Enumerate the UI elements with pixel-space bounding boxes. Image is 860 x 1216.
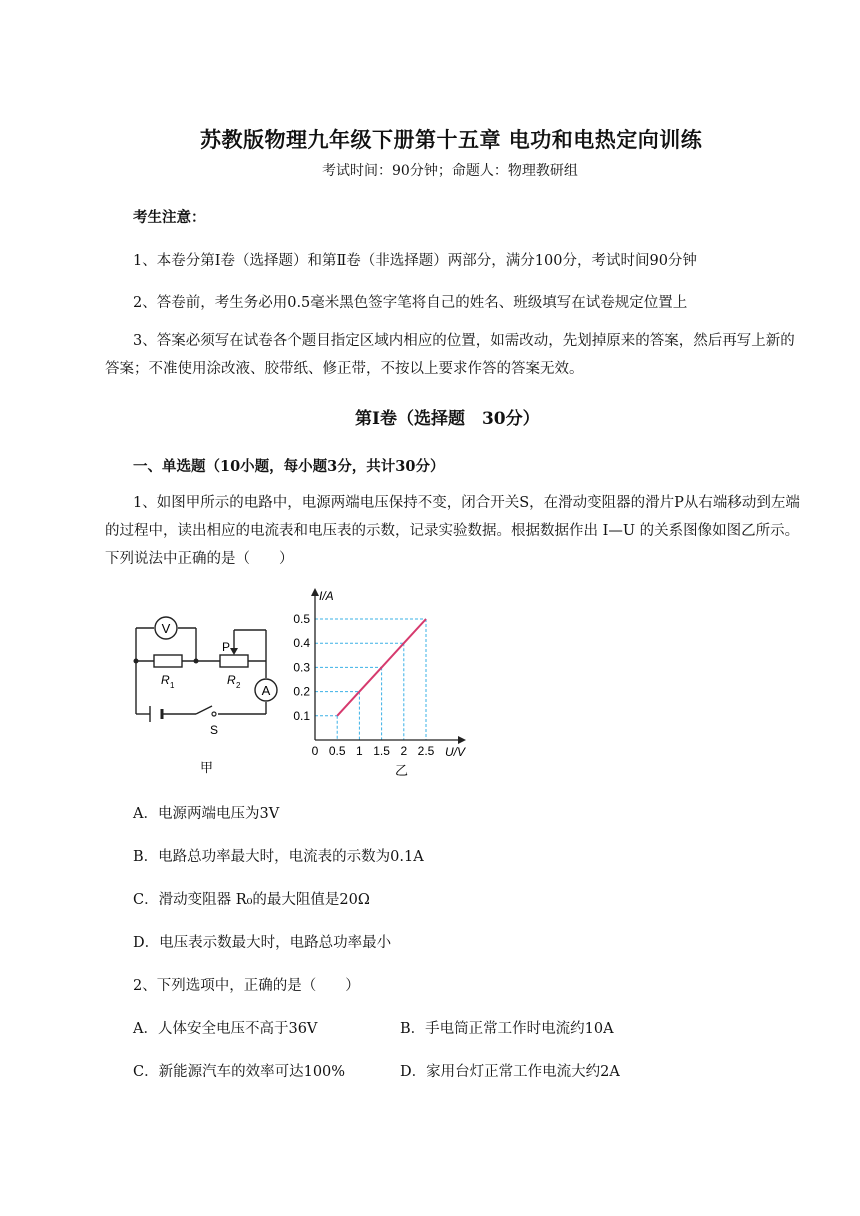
y-axis-arrow <box>311 588 319 596</box>
r2-label: R <box>227 673 236 687</box>
iu-graph <box>283 586 483 780</box>
x-tick-label: 0.5 <box>328 744 346 758</box>
resistor-r2 <box>220 655 248 667</box>
q2-option-a: A．人体安全电压不高于36V <box>133 1021 318 1037</box>
y-tick-label: 0.4 <box>293 636 310 651</box>
r1-label: R <box>161 673 170 687</box>
x-tick-label: 1 <box>356 744 363 758</box>
notice-heading: 考生注意： <box>133 209 206 226</box>
x-tick-label: 1.5 <box>373 744 390 758</box>
page-title: 苏教版物理九年级下册第十五章 电功和电热定向训练 <box>200 127 703 152</box>
x-tick-label: 2.5 <box>417 744 435 758</box>
x-axis-arrow <box>458 736 466 744</box>
q1-option-a: A．电源两端电压为3V <box>133 806 280 822</box>
circuit-diagram <box>128 608 288 778</box>
question-1-stem: 1、如图甲所示的电路中，电源两端电压保持不变，闭合开关S，在滑动变阻器的滑片P从右端移动到左端的过程中，读出相应的电流表和电压表的示数，记录实验数据。根据数据作出 I—U 的关系图像如图乙所示。下列说法中正确的是（ ） <box>105 495 800 567</box>
y-axis-label: I/A <box>319 589 334 603</box>
q1-option-d: D．电压表示数最大时，电路总功率最小 <box>133 935 392 951</box>
exam-info: 考试时间：90分钟；命题人：物理教研组 <box>322 163 578 179</box>
question-2-stem: 2、下列选项中，正确的是（ ） <box>133 978 360 994</box>
slider-label: P <box>222 640 231 654</box>
r2-subscript: 2 <box>236 681 241 690</box>
q1-option-c: C．滑动变阻器 R₀的最大阻值是20Ω <box>133 892 370 908</box>
y-tick-label: 0.1 <box>293 708 310 723</box>
q1-option-b: B．电路总功率最大时，电流表的示数为0.1A <box>133 849 424 865</box>
voltmeter-label: V <box>161 621 171 636</box>
section-title: 第Ⅰ卷（选择题 30分） <box>355 409 540 429</box>
part-heading: 一、单选题（10小题，每小题3分，共计30分） <box>133 458 445 475</box>
resistor-r1 <box>154 655 182 667</box>
x-axis-label: U/V <box>445 745 466 759</box>
y-tick-label: 0.5 <box>293 612 310 626</box>
graph-caption: 乙 <box>395 763 409 778</box>
circuit-caption: 甲 <box>200 760 214 775</box>
notice-item-3: 3、答案必须写在试卷各个题目指定区域内相应的位置，如需改动，先划掉原来的答案，然后再写上新的答案；不准使用涂改液、胶带纸、修正带，不按以上要求作答的答案无效。 <box>105 333 795 377</box>
y-tick-label: 0.3 <box>293 660 310 675</box>
x-tick-label: 2 <box>400 744 408 758</box>
q2-option-d: D．家用台灯正常工作电流大约2A <box>400 1064 620 1080</box>
r1-subscript: 1 <box>170 681 175 690</box>
q2-option-b: B．手电筒正常工作时电流约10A <box>400 1021 614 1037</box>
q2-option-c: C．新能源汽车的效率可达100% <box>133 1064 346 1080</box>
ammeter-label: A <box>261 683 271 698</box>
x-tick-label: 0 <box>311 744 319 758</box>
notice-item-2: 2、答卷前，考生务必用0.5毫米黑色签字笔将自己的姓名、班级填写在试卷规定位置上 <box>133 295 688 311</box>
y-tick-label: 0.2 <box>293 684 310 699</box>
switch-label: S <box>210 723 219 737</box>
notice-item-1: 1、本卷分第Ⅰ卷（选择题）和第Ⅱ卷（非选择题）两部分，满分100分，考试时间90分钟 <box>133 253 697 269</box>
